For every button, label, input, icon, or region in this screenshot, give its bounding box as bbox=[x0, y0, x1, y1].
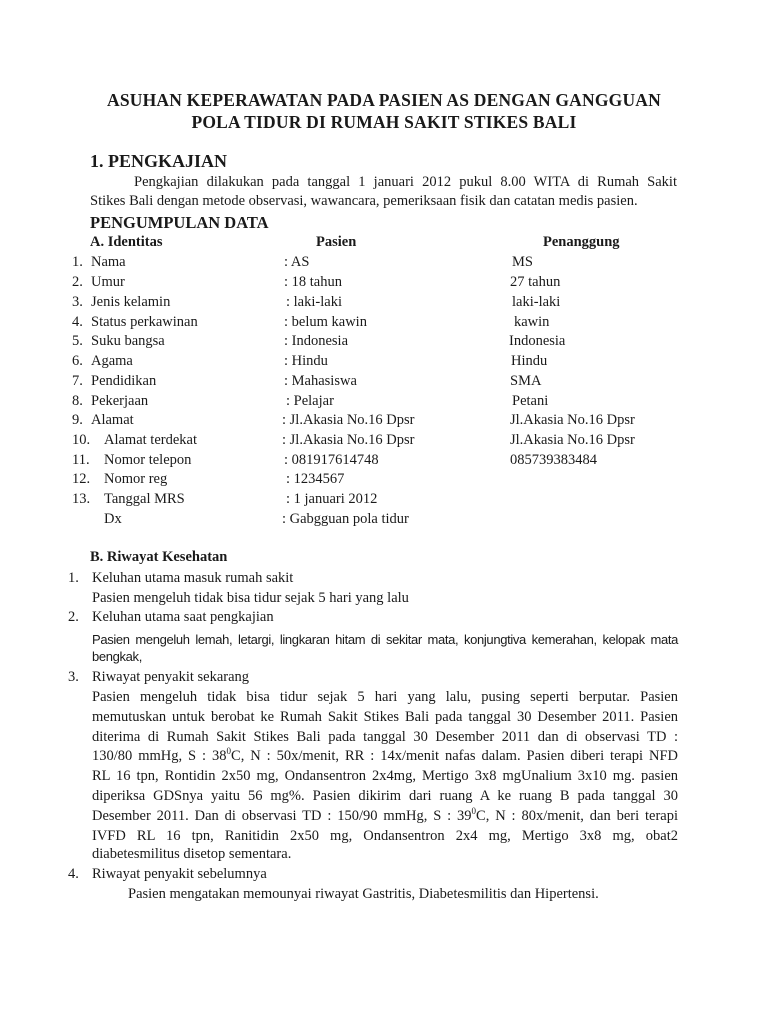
column-header-penanggung: Penanggung bbox=[543, 234, 620, 250]
row-number: 13. bbox=[72, 491, 91, 507]
row-pasien-value: : belum kawin bbox=[284, 314, 367, 330]
row-label-suku-bangsa: Suku bangsa bbox=[91, 333, 165, 349]
row-label-pekerjaan: Pekerjaan bbox=[91, 393, 149, 409]
row-penanggung-value: Jl.Akasia No.16 Dpsr bbox=[510, 432, 635, 448]
riwayat-item-text: RL 16 tpn, Rontidin 2x50 mg, Ondansentron 2x4mg, Mertigo 3x8 mgUnalium 3x10 mg. pasien bbox=[92, 768, 678, 784]
row-label-alamat-terdekat: Alamat terdekat bbox=[104, 432, 197, 448]
riwayat-item-number: 3. bbox=[68, 669, 79, 685]
row-label-nomor-telepon: Nomor telepon bbox=[104, 452, 192, 468]
riwayat-item-title: Keluhan utama saat pengkajian bbox=[92, 609, 274, 625]
row-label-nama: Nama bbox=[91, 254, 126, 270]
row-number: 11. bbox=[72, 452, 90, 468]
riwayat-kesehatan-heading: B. Riwayat Kesehatan bbox=[90, 549, 228, 565]
row-number: 5. bbox=[72, 333, 83, 349]
row-number: 2. bbox=[72, 274, 83, 290]
riwayat-item-title: Riwayat penyakit sekarang bbox=[92, 669, 250, 685]
row-number: 8. bbox=[72, 393, 83, 409]
document-title-line-1: ASUHAN KEPERAWATAN PADA PASIEN AS DENGAN GANGGUAN bbox=[107, 90, 661, 110]
row-penanggung-value: MS bbox=[512, 254, 533, 270]
row-penanggung-value: 27 tahun bbox=[510, 274, 561, 290]
document-title-line-2: POLA TIDUR DI RUMAH SAKIT STIKES BALI bbox=[191, 112, 577, 132]
riwayat-item-text: Pasien mengeluh tidak bisa tidur sejak 5 hari yang lalu, pusing seperti berputar. Pasien bbox=[92, 689, 678, 705]
row-penanggung-value: Petani bbox=[512, 393, 549, 409]
row-label-status-perkawinan: Status perkawinan bbox=[91, 314, 198, 330]
row-penanggung-value: Indonesia bbox=[509, 333, 566, 349]
row-penanggung-value: Hindu bbox=[511, 353, 548, 369]
riwayat-item-number: 1. bbox=[68, 570, 79, 586]
section-heading-pengumpulan-data: PENGUMPULAN DATA bbox=[90, 213, 269, 232]
riwayat-item-text: diabetesmilitus disetop sementara. bbox=[92, 846, 292, 862]
riwayat-item-text: bengkak, bbox=[92, 649, 142, 664]
row-label-agama: Agama bbox=[91, 353, 133, 369]
riwayat-item-text: Pasien mengeluh lemah, letargi, lingkaran hitam di sekitar mata, konjungtiva kemerahan, kelopak mata bbox=[92, 632, 678, 647]
row-pasien-value: : AS bbox=[284, 254, 310, 270]
row-penanggung-value: kawin bbox=[514, 314, 550, 330]
row-label-alamat: Alamat bbox=[91, 412, 134, 428]
row-number: 3. bbox=[72, 294, 83, 310]
row-label-umur: Umur bbox=[91, 274, 125, 290]
row-penanggung-value: SMA bbox=[510, 373, 542, 389]
row-number: 7. bbox=[72, 373, 83, 389]
riwayat-item-title: Keluhan utama masuk rumah sakit bbox=[92, 570, 294, 586]
row-pasien-value: : 1 januari 2012 bbox=[286, 491, 378, 507]
row-number: 10. bbox=[72, 432, 91, 448]
row-number: 9. bbox=[72, 412, 83, 428]
row-pasien-value: : 1234567 bbox=[286, 471, 345, 487]
riwayat-item-text: Pasien mengeluh tidak bisa tidur sejak 5 hari yang lalu bbox=[92, 590, 409, 606]
row-number: 12. bbox=[72, 471, 91, 487]
superscript-degree: 0 bbox=[471, 806, 477, 817]
row-number: 1. bbox=[72, 254, 83, 270]
row-label-tanggal-mrs: Tanggal MRS bbox=[104, 491, 185, 507]
row-pasien-value-dx: : Gabgguan pola tidur bbox=[282, 511, 409, 527]
row-pasien-value: : 081917614748 bbox=[284, 452, 379, 468]
row-penanggung-value: 085739383484 bbox=[510, 452, 597, 468]
section-heading-pengkajian: 1. PENGKAJIAN bbox=[90, 151, 228, 171]
riwayat-item-text: 130/80 mmHg, S : $38^0C$, N : 50x/menit, RR : 14x/menit nafas dalam. Pasien diberi terapi NFD bbox=[92, 746, 679, 764]
row-label-nomor-reg: Nomor reg bbox=[104, 471, 168, 487]
column-header-pasien: Pasien bbox=[316, 234, 357, 250]
row-number: 4. bbox=[72, 314, 83, 330]
row-pasien-value: : Hindu bbox=[284, 353, 328, 369]
row-pasien-value: : Mahasiswa bbox=[284, 373, 357, 389]
row-pasien-value: : Pelajar bbox=[286, 393, 334, 409]
riwayat-item-number: 2. bbox=[68, 609, 79, 625]
row-pasien-value: : Indonesia bbox=[284, 333, 349, 349]
row-penanggung-value: Jl.Akasia No.16 Dpsr bbox=[510, 412, 635, 428]
identitas-heading: A. Identitas bbox=[90, 234, 163, 250]
row-label-jenis-kelamin: Jenis kelamin bbox=[91, 294, 171, 310]
riwayat-item-number: 4. bbox=[68, 866, 79, 882]
row-penanggung-value: laki-laki bbox=[512, 294, 561, 310]
riwayat-item-text: IVFD RL 16 tpn, Ranitidin 2x50 mg, Ondansentron 2x4 mg, Mertigo 3x8 mg, obat2 bbox=[92, 828, 678, 844]
row-number: 6. bbox=[72, 353, 83, 369]
riwayat-item-text: Desember 2011. Dan di observasi TD : 150/90 mmHg, S : $39^0C$, N : 80x/menit, dan beri terapi bbox=[92, 806, 678, 824]
riwayat-item-text: diperiksa GDSnya yaitu 56 mg%. Pasien dikirim dari ruang A ke ruang B pada tanggal 30 bbox=[92, 788, 678, 804]
row-pasien-value: : laki-laki bbox=[286, 294, 342, 310]
riwayat-item-title: Riwayat penyakit sebelumnya bbox=[92, 866, 267, 882]
row-pasien-value: : 18 tahun bbox=[284, 274, 342, 290]
intro-line-1: Pengkajian dilakukan pada tanggal 1 januari 2012 pukul 8.00 WITA di Rumah Sakit bbox=[134, 174, 677, 190]
superscript-degree: 0 bbox=[226, 746, 232, 757]
row-label-dx: Dx bbox=[104, 511, 122, 527]
row-pasien-value: : Jl.Akasia No.16 Dpsr bbox=[282, 432, 415, 448]
riwayat-item-text: memutuskan untuk berobat ke Rumah Sakit Stikes Bali pada tanggal 30 Desember 2011. Pasien bbox=[92, 709, 678, 725]
riwayat-item-text: diterima di Rumah Sakit Stikes Bali pada tanggal 30 Desember 2011 dan di observasi TD : bbox=[92, 729, 678, 745]
row-label-pendidikan: Pendidikan bbox=[91, 373, 157, 389]
riwayat-item-text: Pasien mengatakan memounyai riwayat Gastritis, Diabetesmilitis dan Hipertensi. bbox=[128, 886, 599, 902]
intro-line-2: Stikes Bali dengan metode observasi, wawancara, pemeriksaan fisik dan catatan medis pasien. bbox=[90, 193, 638, 209]
row-pasien-value: : Jl.Akasia No.16 Dpsr bbox=[282, 412, 415, 428]
